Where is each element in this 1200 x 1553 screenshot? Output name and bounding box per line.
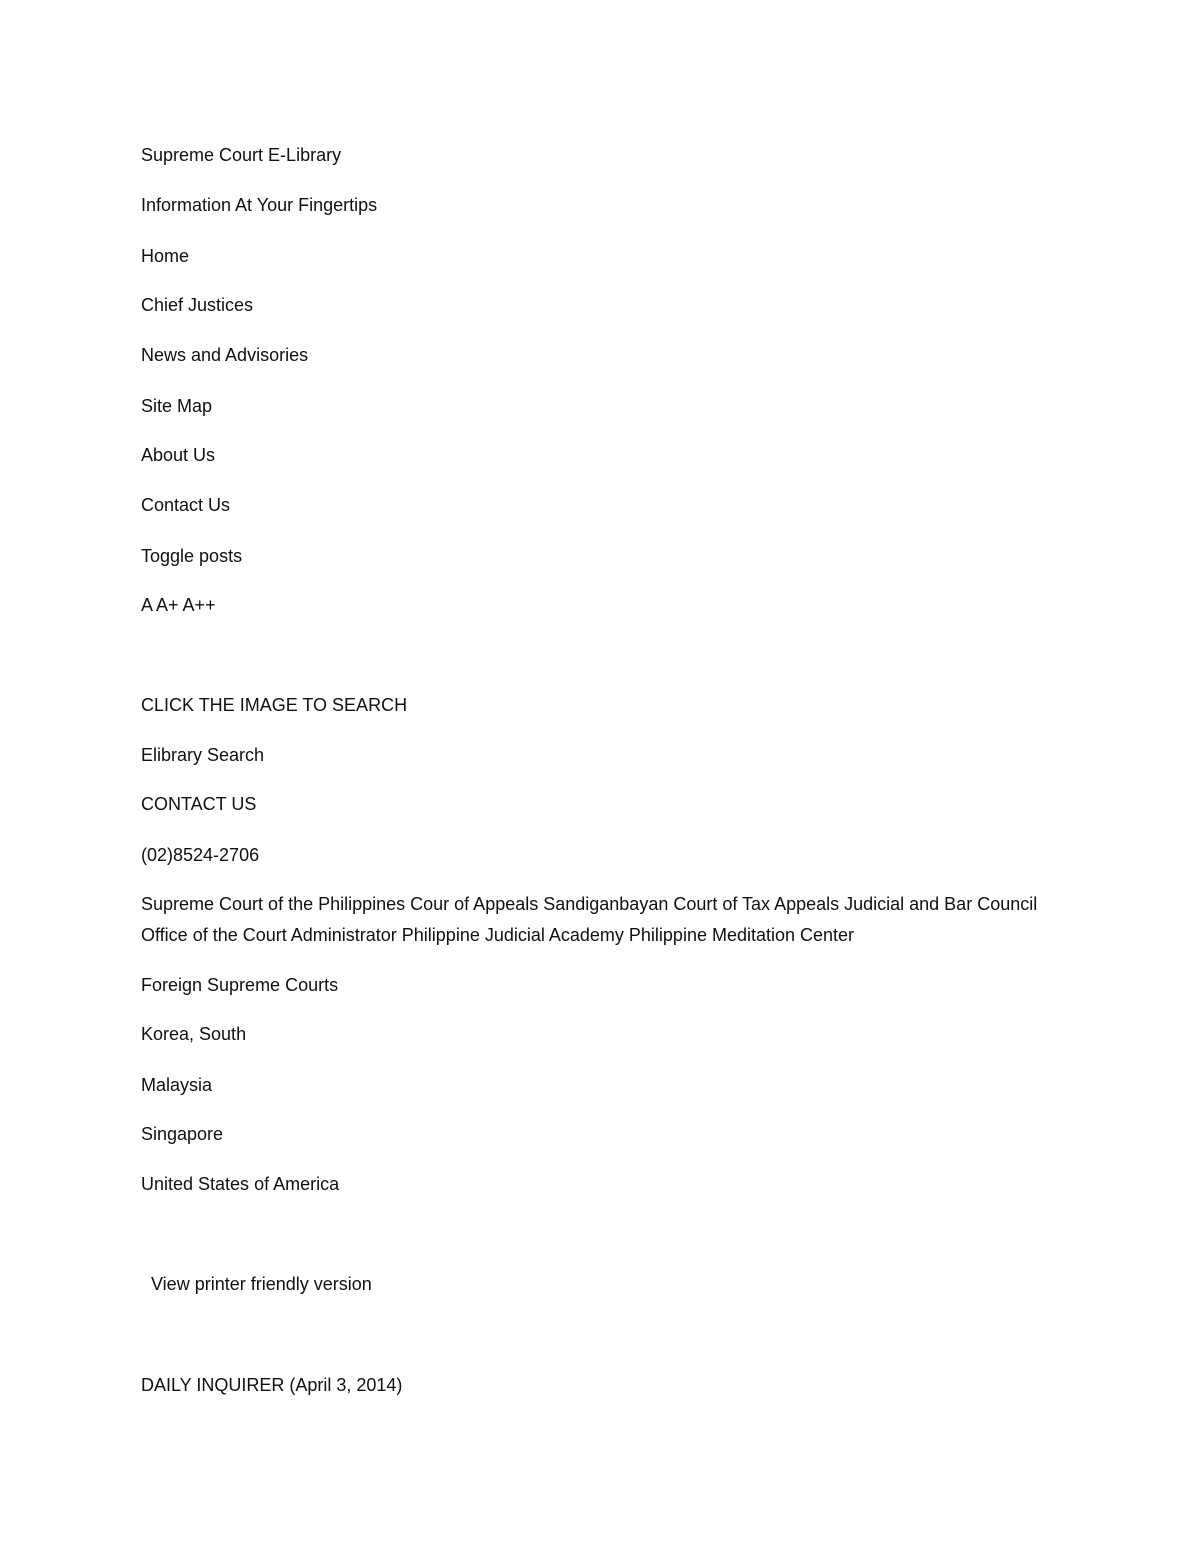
nav-link-contact[interactable]: Contact Us bbox=[141, 495, 231, 515]
foreign-court-malaysia[interactable]: Malaysia bbox=[141, 1075, 213, 1095]
font-size-controls[interactable]: A A+ A++ bbox=[141, 595, 216, 615]
nav-link-site-map[interactable]: Site Map bbox=[141, 396, 213, 416]
nav-link-news[interactable]: News and Advisories bbox=[141, 345, 309, 365]
contact-heading: CONTACT US bbox=[141, 794, 257, 814]
site-title: Supreme Court E-Library bbox=[141, 145, 342, 165]
foreign-court-korea[interactable]: Korea, South bbox=[141, 1024, 247, 1044]
nav-link-chief-justices[interactable]: Chief Justices bbox=[141, 295, 254, 315]
article-source: DAILY INQUIRER (April 3, 2014) bbox=[141, 1375, 403, 1395]
search-prompt: CLICK THE IMAGE TO SEARCH bbox=[141, 695, 408, 715]
foreign-courts-heading: Foreign Supreme Courts bbox=[141, 975, 339, 995]
toggle-posts-link[interactable]: Toggle posts bbox=[141, 546, 243, 566]
nav-link-home[interactable]: Home bbox=[141, 246, 190, 266]
site-tagline: Information At Your Fingertips bbox=[141, 195, 378, 215]
nav-link-about[interactable]: About Us bbox=[141, 445, 216, 465]
courts-links[interactable]: Supreme Court of the Philippines Cour of Appeals Sandiganbayan Court of Tax Appeals Judicial and Bar Council Office of the Court Administrator Philippine Judicial Academy Philippine Meditation Center bbox=[141, 894, 1038, 945]
foreign-court-singapore[interactable]: Singapore bbox=[141, 1124, 224, 1144]
foreign-court-usa[interactable]: United States of America bbox=[141, 1174, 340, 1194]
printer-friendly-link[interactable]: View printer friendly version bbox=[151, 1274, 372, 1294]
elibrary-search-link[interactable]: Elibrary Search bbox=[141, 745, 265, 765]
contact-phone: (02)8524-2706 bbox=[141, 845, 260, 865]
